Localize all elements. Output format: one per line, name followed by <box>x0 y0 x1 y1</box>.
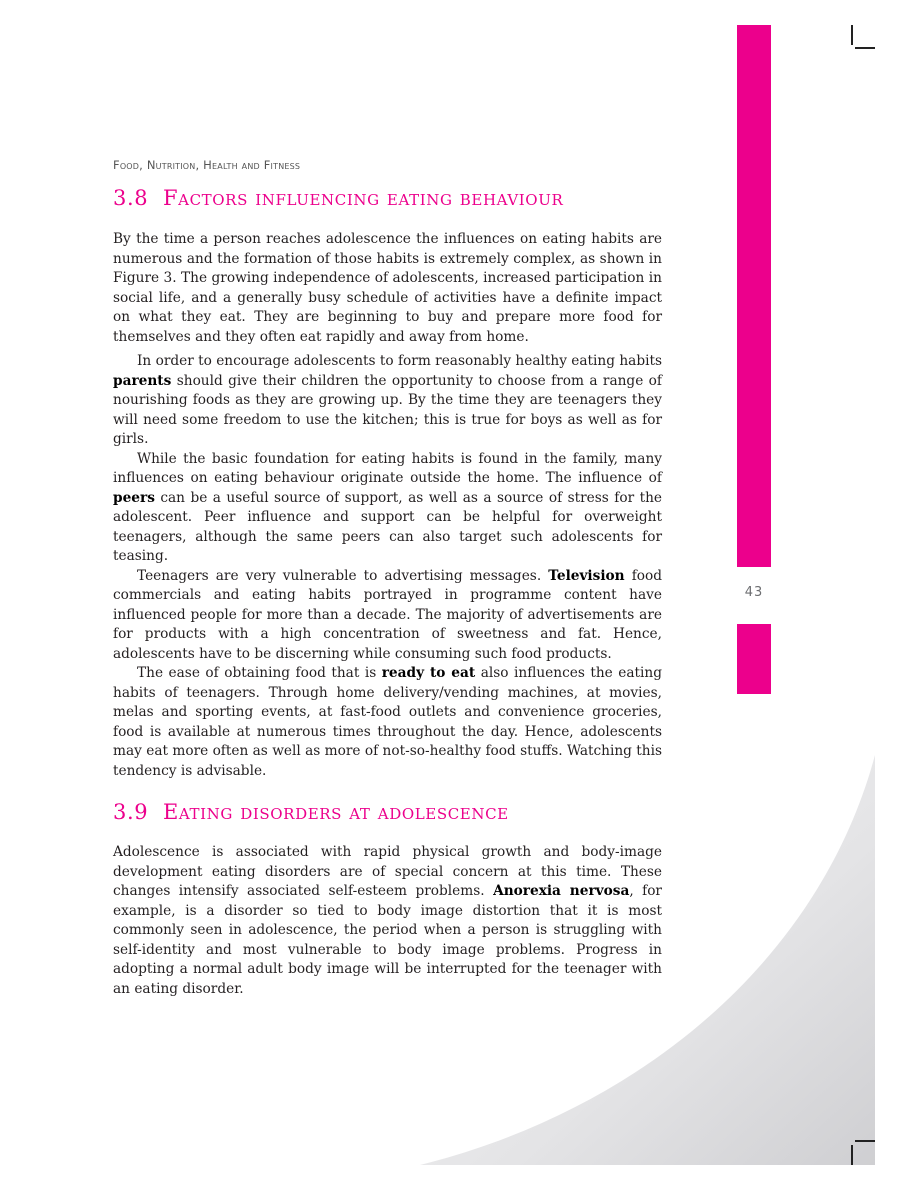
bold-term: peers <box>113 489 155 506</box>
crop-mark-bottom-horizontal <box>855 1140 875 1142</box>
crop-mark-top-horizontal <box>855 47 875 49</box>
section-number: 3.9 <box>113 800 149 824</box>
page-number: 43 <box>744 585 764 600</box>
side-tab-lower <box>737 624 771 694</box>
paragraph: Teenagers are very vulnerable to advertising messages. Television food commercials and eating habits portrayed in programme content have influenced people for more than a decade. The majority of advertisements are for products with a high concentration of sweetness and fat. Hence, adolescents have to be discerning while consuming such food products. <box>113 567 662 662</box>
section-title: Factors influencing eating behaviour <box>163 186 564 210</box>
paragraph: Adolescence is associated with rapid physical growth and body-image development eating disorders are of special concern at this time. These changes intensify associated self-esteem problems. Anorexia nervosa, for example, is a disorder so tied to body image distortion that it is most commonly seen in adolescence, the period when a person is struggling with self-identity and most vulnerable to body image problems. Progress in adopting a normal adult body image will be interrupted for the teenager with an eating disorder. <box>113 844 662 997</box>
paragraph: By the time a person reaches adolescence the influences on eating habits are numerous and the formation of those habits is extremely complex, as shown in Figure 3. The growing independence of adolescents, increased participation in social life, and a generally busy schedule of activities have a definite impact on what they eat. They are beginning to buy and prepare more food for themselves and they often eat rapidly and away from home. <box>113 231 662 345</box>
section-heading-3-9 <box>113 800 509 824</box>
section-title: Eating disorders at adolescence <box>163 800 509 824</box>
section-3-8-body <box>113 230 662 781</box>
crop-mark-top-vertical <box>851 25 853 45</box>
crop-mark-bottom-vertical <box>851 1145 853 1165</box>
paragraph: The ease of obtaining food that is ready to eat also influences the eating habits of teenagers. Through home delivery/vending machines, at movies, melas and sporting events, at fast-food outlets and convenience groceries, food is available at numerous times throughout the day. Hence, adolescents may eat more often as well as more of not-so-healthy food stuffs. Watching this tendency is advisable. <box>113 665 662 779</box>
section-heading-3-8 <box>113 186 563 210</box>
running-head: Food, Nutrition, Health and Fitness <box>113 158 301 172</box>
paragraph: While the basic foundation for eating habits is found in the family, many influences on eating behaviour originate outside the home. The influence of peers can be a useful source of support, as well as a source of stress for the adolescent. Peer influence and support can be helpful for overweight teenagers, although the same peers can also target such adolescents for teasing. <box>113 450 662 564</box>
bold-term: Anorexia nervosa <box>493 883 630 899</box>
bold-term: Television <box>548 567 625 584</box>
bold-term: parents <box>113 372 172 389</box>
section-3-9-body <box>113 843 662 999</box>
side-tab-upper <box>737 25 771 567</box>
bold-term: ready to eat <box>381 665 476 681</box>
paragraph: In order to encourage adolescents to form reasonably healthy eating habits parents should give their children the opportunity to choose from a range of nourishing foods as they are growing up. By the time they are teenagers they will need some freedom to use the kitchen; this is true for boys as well as for girls. <box>113 353 662 447</box>
section-number: 3.8 <box>113 186 149 210</box>
